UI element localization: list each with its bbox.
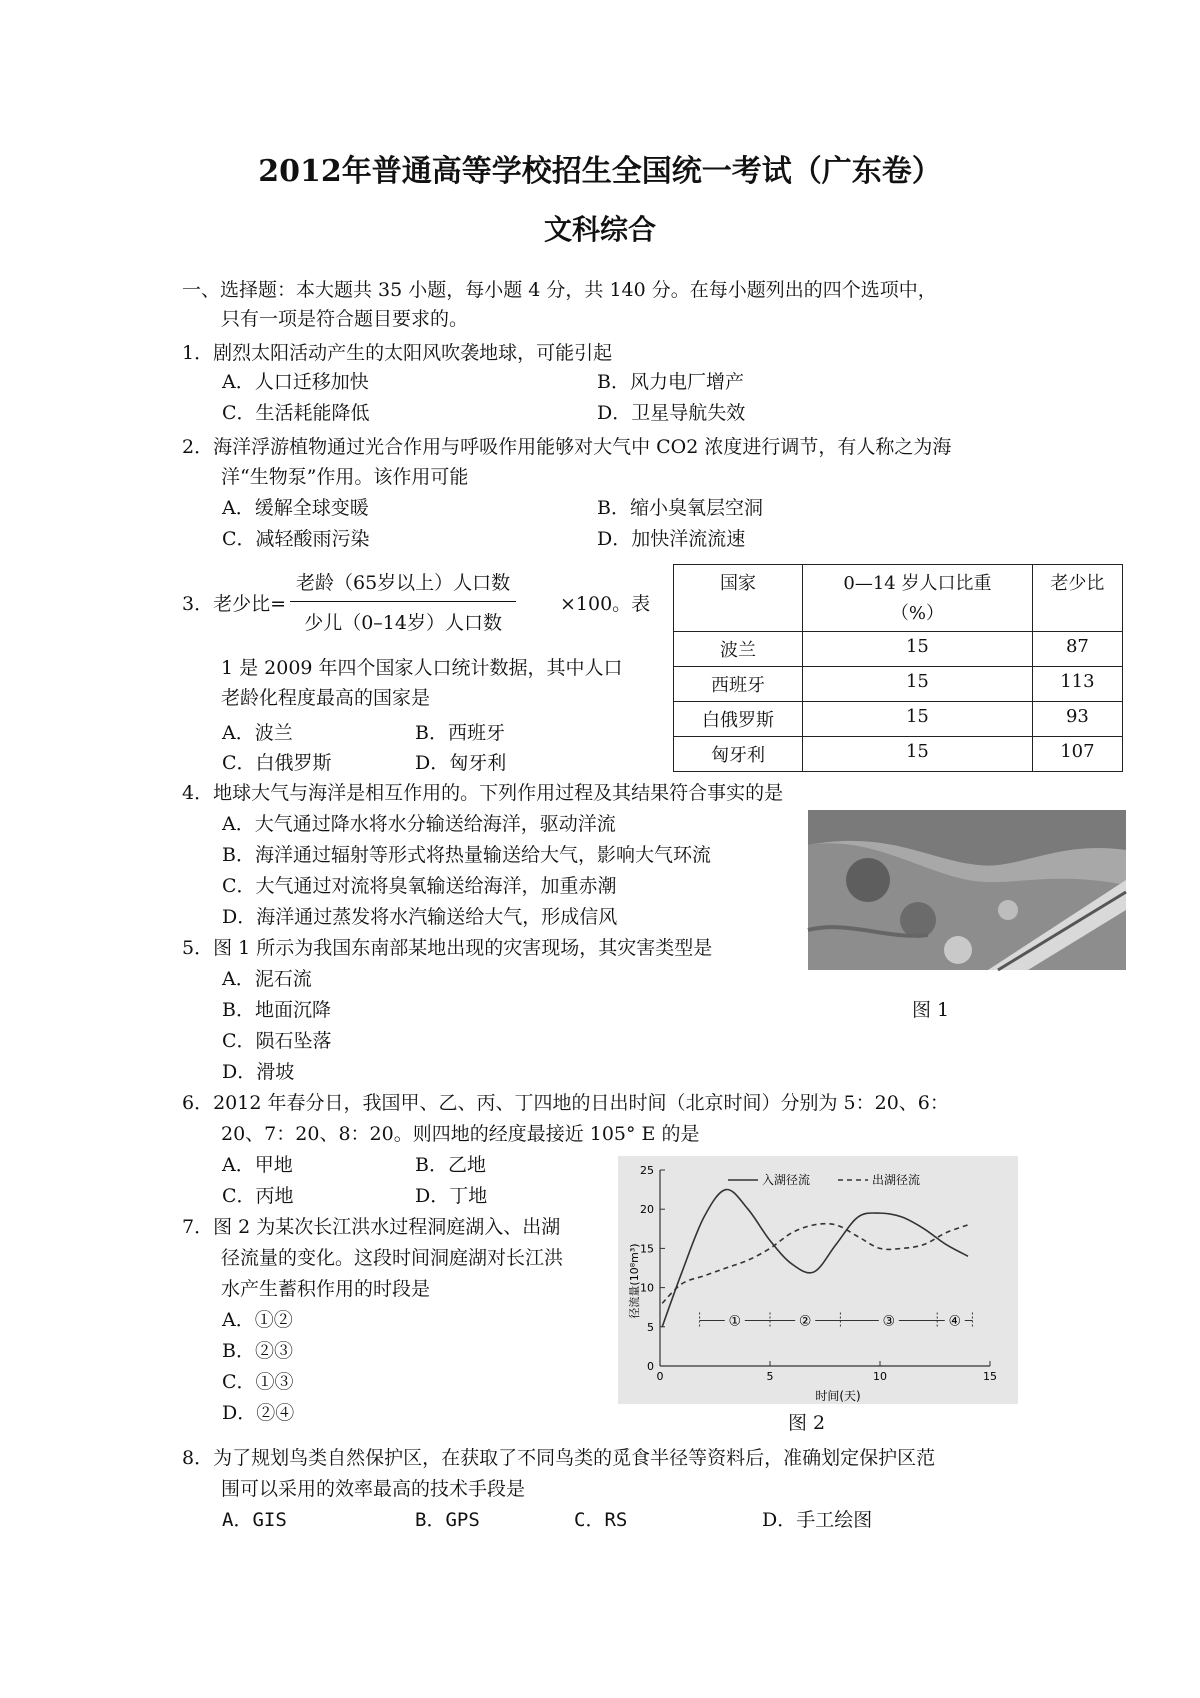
landslide-photo [808, 810, 1126, 970]
population-table-clip [673, 564, 1123, 766]
cell-child-ratio: 15 [803, 667, 1033, 702]
x-tick-label: 0 [656, 1370, 664, 1383]
page-subtitle: 文科综合 [543, 213, 656, 246]
cell-child-ratio: 15 [803, 702, 1033, 737]
y-tick-label: 25 [640, 1164, 654, 1177]
figure-1-caption: 图 1 [912, 999, 950, 1021]
cell-aging-ratio: 93 [1032, 702, 1122, 737]
y-tick-label: 5 [647, 1320, 654, 1334]
q8-option-d: D．手工绘图 [762, 1509, 873, 1531]
header-country: 国家 [674, 565, 803, 632]
chart-periods [700, 1312, 973, 1330]
q6-option-d: D．丁地 [415, 1185, 488, 1207]
aging-ratio-fraction [290, 568, 516, 635]
q1-option-c: C．生活耗能降低 [222, 402, 370, 424]
q1-stem: 1．剧烈太阳活动产生的太阳风吹袭地球，可能引起 [182, 342, 613, 364]
inflow-line [662, 1190, 968, 1327]
q2-option-c: C．减轻酸雨污染 [222, 528, 370, 550]
q6-stem-line1: 6．2012 年春分日，我国甲、乙、丙、丁四地的日出时间（北京时间）分别为 5：20、6： [182, 1092, 949, 1114]
q6-option-b: B．乙地 [415, 1154, 486, 1176]
section-intro-line2: 只有一项是符合题目要求的。 [221, 308, 469, 330]
table-row [674, 632, 1123, 667]
q3-stem-line2: 1 是 2009 年四个国家人口统计数据，其中人口 [221, 657, 623, 679]
q6-option-a: A．甲地 [222, 1154, 293, 1176]
q5-option-c: C．陨石坠落 [222, 1030, 332, 1052]
q2-stem-line2: 洋“生物泵”作用。该作用可能 [221, 466, 469, 488]
y-tick-label: 0 [647, 1360, 654, 1373]
q3-option-d: D．匈牙利 [415, 752, 507, 774]
q8-option-a: A．GIS [222, 1509, 287, 1531]
cell-country: 西班牙 [674, 667, 803, 702]
q6-stem-line2: 20、7：20、8：20。则四地的经度最接近 105° E 的是 [221, 1123, 700, 1145]
q4-option-d: D．海洋通过蒸发将水汽输送给大气，形成信风 [222, 906, 618, 928]
cell-aging-ratio: 107 [1032, 737, 1122, 772]
cell-country: 白俄罗斯 [674, 702, 803, 737]
q4-option-a: A．大气通过降水将水分输送给海洋，驱动洋流 [222, 813, 616, 835]
header-child-ratio-line2: （%） [890, 603, 944, 624]
x-axis-label: 时间(天) [815, 1389, 861, 1403]
chart-axes [660, 1170, 990, 1366]
q3-option-c: C．白俄罗斯 [222, 752, 332, 774]
cell-aging-ratio: 87 [1032, 632, 1122, 667]
period-label: ④ [948, 1313, 962, 1330]
table-row [674, 667, 1123, 702]
chart-series [662, 1190, 968, 1327]
landslide-photo-drawing [808, 810, 1126, 970]
q1-option-b: B．风力电厂增产 [597, 371, 744, 393]
period-label: ③ [882, 1313, 896, 1330]
x-tick-label: 15 [983, 1370, 997, 1383]
q2-option-b: B．缩小臭氧层空洞 [597, 497, 763, 519]
q1-option-d: D．卫星导航失效 [597, 402, 746, 424]
section-intro-line1: 一、选择题：本大题共 35 小题，每小题 4 分，共 140 分。在每小题列出的四个选项中， [182, 279, 937, 301]
q2-option-a: A．缓解全球变暖 [222, 497, 369, 519]
q6-option-c: C．丙地 [222, 1185, 294, 1207]
q7-stem-line1: 7．图 2 为某次长江洪水过程洞庭湖入、出湖 [182, 1216, 561, 1238]
runoff-chart [618, 1156, 1018, 1404]
cell-child-ratio: 15 [803, 737, 1033, 772]
figure-2-caption: 图 2 [788, 1412, 826, 1434]
q3-suffix: ×100。表 [560, 593, 651, 615]
header-child-ratio-line1: 0—14 岁人口比重 [843, 573, 992, 594]
header-aging-ratio: 老少比 [1032, 565, 1122, 632]
x-tick-label: 5 [766, 1370, 774, 1383]
period-label: ① [728, 1313, 742, 1330]
x-tick-label: 10 [873, 1370, 887, 1383]
header-child-ratio [803, 565, 1033, 632]
population-table [673, 564, 1123, 772]
q3-option-b: B．西班牙 [415, 722, 505, 744]
q2-stem-line1: 2．海洋浮游植物通过光合作用与呼吸作用能够对大气中 CO2 浓度进行调节，有人称之为海 [182, 436, 952, 458]
y-tick-label: 15 [640, 1242, 654, 1256]
q7-stem-line3: 水产生蓄积作用的时段是 [221, 1278, 431, 1300]
runoff-chart-svg [618, 1156, 1018, 1404]
page-title: 2012年普通高等学校招生全国统一考试（广东卷） [258, 154, 942, 189]
cell-aging-ratio: 113 [1032, 667, 1122, 702]
q5-stem: 5．图 1 所示为我国东南部某地出现的灾害现场，其灾害类型是 [182, 937, 713, 959]
q7-option-a: A．①② [222, 1309, 293, 1331]
q7-option-c: C．①③ [222, 1371, 294, 1393]
table-row [674, 737, 1123, 772]
y-axis-label: 径流量(10⁸m³) [628, 1243, 641, 1319]
cell-country: 波兰 [674, 632, 803, 667]
q8-stem-line1: 8．为了规划鸟类自然保护区，在获取了不同鸟类的觅食半径等资料后，准确划定保护区范 [182, 1447, 936, 1469]
q3-stem-line3: 老龄化程度最高的国家是 [221, 687, 431, 709]
q5-option-d: D．滑坡 [222, 1061, 295, 1083]
chart-ticks [640, 1164, 997, 1383]
q1-option-a: A．人口迁移加快 [222, 371, 369, 393]
table-header-row [674, 565, 1123, 632]
q3-option-a: A．波兰 [222, 722, 293, 744]
q5-option-a: A．泥石流 [222, 968, 312, 990]
table-row [674, 702, 1123, 737]
q4-stem: 4．地球大气与海洋是相互作用的。下列作用过程及其结果符合事实的是 [182, 782, 784, 804]
cell-country: 匈牙利 [674, 737, 803, 772]
q5-option-b: B．地面沉降 [222, 999, 331, 1021]
q7-stem-line2: 径流量的变化。这段时间洞庭湖对长江洪 [221, 1247, 564, 1269]
y-tick-label: 10 [640, 1281, 654, 1295]
q8-option-c: C．RS [574, 1509, 628, 1531]
cell-child-ratio: 15 [803, 632, 1033, 667]
fraction-denominator: 少儿（0–14岁）人口数 [304, 612, 502, 634]
q8-option-b: B．GPS [415, 1509, 480, 1531]
q7-option-b: B．②③ [222, 1340, 293, 1362]
legend-inflow-label: 入湖径流 [762, 1173, 811, 1187]
q2-option-d: D．加快洋流流速 [597, 528, 746, 550]
q7-option-d: D．②④ [222, 1402, 295, 1424]
chart-legend [728, 1172, 920, 1187]
q4-option-b: B．海洋通过辐射等形式将热量输送给大气，影响大气环流 [222, 844, 711, 866]
fraction-numerator: 老龄（65岁以上）人口数 [296, 572, 511, 594]
legend-outflow-label: 出湖径流 [872, 1173, 921, 1187]
q4-option-c: C．大气通过对流将臭氧输送给海洋，加重赤潮 [222, 875, 617, 897]
q3-prefix: 3．老少比= [182, 593, 287, 615]
y-tick-label: 20 [640, 1203, 654, 1217]
q8-stem-line2: 围可以采用的效率最高的技术手段是 [221, 1478, 526, 1500]
period-label: ② [798, 1313, 812, 1330]
outflow-line [662, 1224, 968, 1304]
